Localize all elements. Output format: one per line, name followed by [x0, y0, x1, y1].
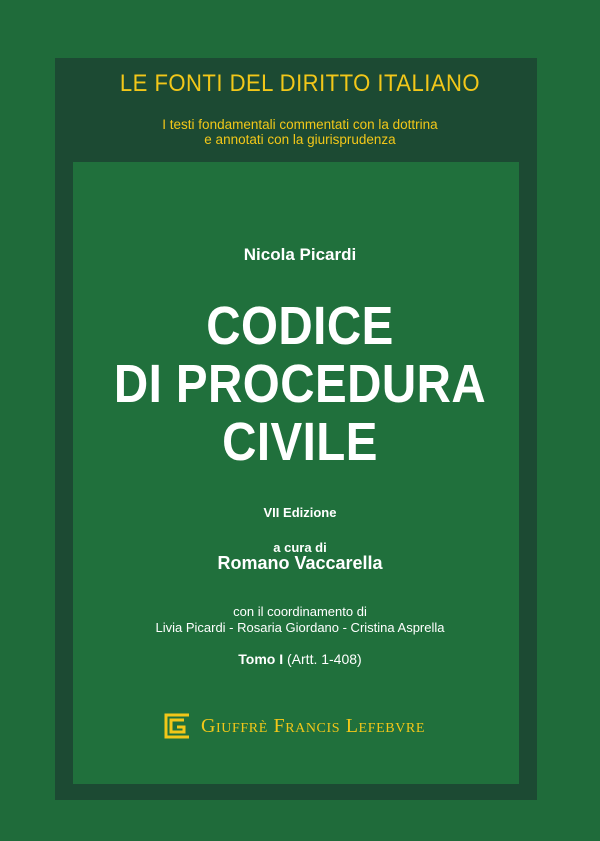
- author-name: Nicola Picardi: [243, 245, 357, 264]
- volume-range: (Artt. 1-408): [287, 651, 362, 667]
- series-subtitle-line1: I testi fondamentali commentati con la dottrina: [162, 117, 438, 132]
- volume-label: Tomo I: [238, 651, 284, 667]
- editor-name: Romano Vaccarella: [217, 553, 383, 573]
- gfl-bracket-logo-icon: [162, 711, 192, 741]
- publisher-block: [162, 708, 425, 744]
- editor-intro: a cura di: [273, 540, 327, 555]
- series-title: LE FONTI DEL DIRITTO ITALIANO: [119, 70, 481, 97]
- edition-label: VII Edizione: [263, 505, 337, 520]
- publisher-name: Giuffrè Francis Lefebvre: [201, 714, 425, 737]
- book-title-line2: DI PROCEDURA: [113, 354, 487, 414]
- book-title-line1: CODICE: [206, 296, 394, 356]
- volume-info: [0, 651, 600, 667]
- coordination-intro: con il coordinamento di: [233, 604, 367, 619]
- book-title-line3: CIVILE: [222, 412, 378, 472]
- coordinators-list: Livia Picardi - Rosaria Giordano - Cristina Asprella: [155, 620, 445, 635]
- series-subtitle-line2: e annotati con la giurisprudenza: [204, 132, 396, 147]
